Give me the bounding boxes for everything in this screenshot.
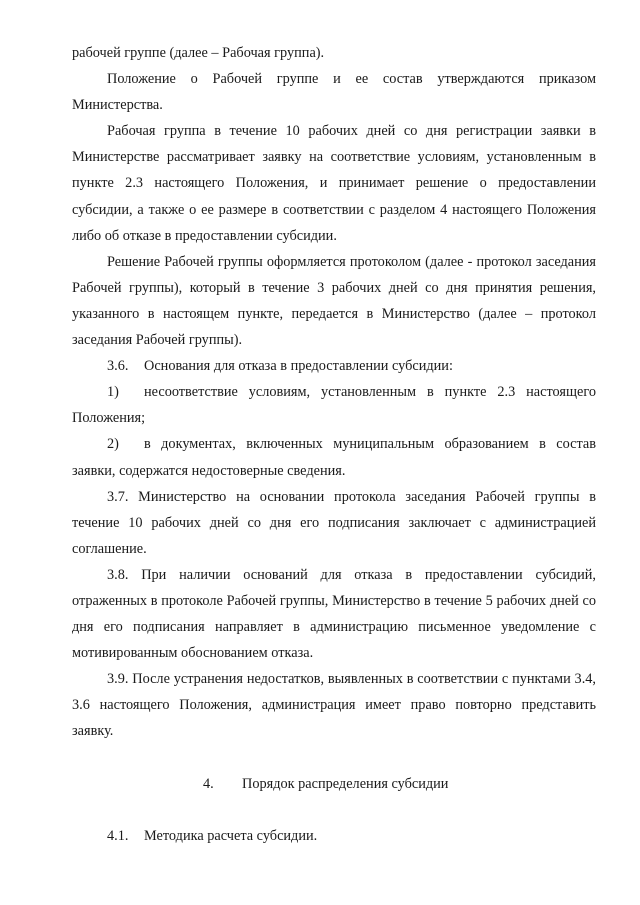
section-number: 4. — [203, 775, 214, 792]
item-text: в документах, включенных муниципальным образованием в состав заявки, содержатся недостоверные сведения. — [72, 436, 596, 479]
item-number: 4.1. — [107, 827, 129, 844]
document-body — [72, 40, 596, 849]
item-number: 3.6. — [107, 358, 129, 375]
section-heading — [72, 771, 596, 797]
list-item-2 — [72, 431, 596, 483]
paragraph: Решение Рабочей группы оформляется протоколом (далее - протокол заседания Рабочей группы), который в течение 3 рабочих дней со дня принятия решения, указанного в настоящем пункте, передается в Министерство (далее – протокол заседания Рабочей группы). — [72, 253, 596, 349]
item-number: 1) — [107, 384, 119, 401]
paragraph-3-6 — [72, 353, 596, 379]
spacer — [72, 745, 596, 771]
item-text: несоответствие условиям, установленным в пункте 2.3 настоящего Положения; — [72, 384, 596, 427]
paragraph-3-9: 3.9. После устранения недостатков, выявленных в соответствии с пунктами 3.4, 3.6 настоящего Положения, администрация имеет право повторно представить заявку. — [72, 671, 596, 740]
item-text: Методика расчета субсидии. — [144, 827, 318, 844]
list-item-1 — [72, 379, 596, 431]
item-number: 2) — [107, 436, 119, 453]
item-text: Основания для отказа в предоставлении субсидии: — [144, 358, 453, 375]
paragraph-3-7: 3.7. Министерство на основании протокола заседания Рабочей группы в течение 10 рабочих дней со дня его подписания заключает с администрацией соглашение. — [72, 488, 596, 557]
paragraph: рабочей группе (далее – Рабочая группа). — [72, 45, 325, 61]
paragraph-4-1 — [72, 823, 596, 849]
paragraph-3-8: 3.8. При наличии оснований для отказа в предоставлении субсидий, отраженных в протоколе Рабочей группы, Министерство в течение 5 рабочих дней со дня его подписания направляет в администрацию письменное уведомление с мотивированным обоснованием отказа. — [72, 566, 596, 662]
paragraph: Положение о Рабочей группе и ее состав утверждаются приказом Министерства. — [72, 71, 596, 114]
paragraph: Рабочая группа в течение 10 рабочих дней со дня регистрации заявки в Министерстве рассматривает заявку на соответствие условиям, установленным в пункте 2.3 настоящего Положения, и принимает решение о предоставлении субсидии, а также о ее размере в соответствии с разделом 4 настоящего Положения либо об отказе в предоставлении субсидии. — [72, 123, 596, 244]
section-title: Порядок распределения субсидии — [242, 775, 449, 792]
spacer — [72, 797, 596, 823]
